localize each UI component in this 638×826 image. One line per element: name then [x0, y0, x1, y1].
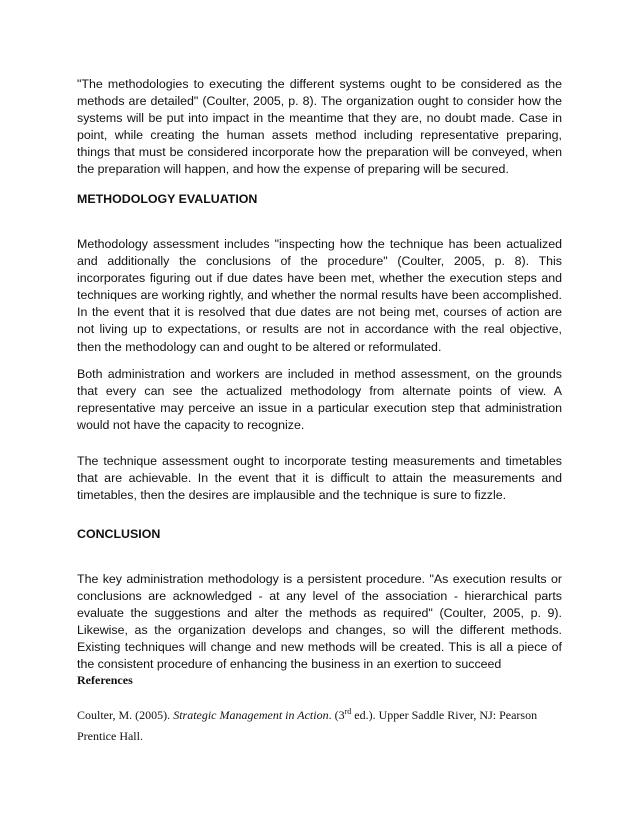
reference-edition-sup: rd [344, 707, 352, 716]
paragraph-intro: "The methodologies to executing the different systems ought to be considered as the methods are detailed" (Coulter, 2005, p. 8). The organization ought to consider how the systems will be put into impact in the meantime that they are, no doubt made. Case in point, while creating the human assets method including representative preparing, things that must be considered incorporate how the preparation will be conveyed, when the preparation will happen, and how the expense of preparing will be secured. [77, 77, 562, 177]
reference-edition-open: . (3 [328, 708, 345, 722]
paragraph-conclusion: The key administration methodology is a persistent procedure. "As execution results or conclusions are acknowledged - at any level of the association - hierarchical parts evaluate the suggestions and alter the methods as required" (Coulter, 2005, p. 9). Likewise, as the organization develops and changes, so will the different methods. Existing techniques will change and new methods will be created. This is all a piece of the consistent procedure of enhancing the business in an exertion to succeed [77, 572, 562, 672]
paragraph-administration: Both administration and workers are included in method assessment, on the grounds that every can see the actualized methodology from alternate points of view. A representative may perceive an issue in a particular execution step that administration would not have the capacity to recognize. [77, 367, 562, 433]
paragraph-evaluation: Methodology assessment includes "inspecting how the technique has been actualized and additionally the conclusions of the procedure" (Coulter, 2005, p. 8). This incorporates figuring out if due dates have been met, whether the execution steps and techniques are working rightly, and whether the normal results have been accomplished. In the event that it is resolved that due dates are not being met, courses of action are not living up to expectations, or results are not in accordance with the real objective, then the methodology can and ought to be altered or reformulated. [77, 237, 562, 354]
paragraph-technique: The technique assessment ought to incorporate testing measurements and timetables that are achievable. In the event that it is difficult to attain the measurements and timetables, then the desires are implausible and the technique is sure to fizzle. [77, 454, 562, 503]
heading-methodology-evaluation: METHODOLOGY EVALUATION [77, 192, 258, 206]
reference-publisher: ed.). Upper Saddle River, NJ: Pearson Prentice Hall. [77, 708, 538, 743]
reference-title: Strategic Management in Action [173, 708, 329, 722]
references-heading: References [77, 673, 133, 687]
reference-entry [77, 705, 557, 747]
reference-author: Coulter, M. (2005). [77, 708, 174, 722]
heading-conclusion: CONCLUSION [77, 527, 161, 541]
